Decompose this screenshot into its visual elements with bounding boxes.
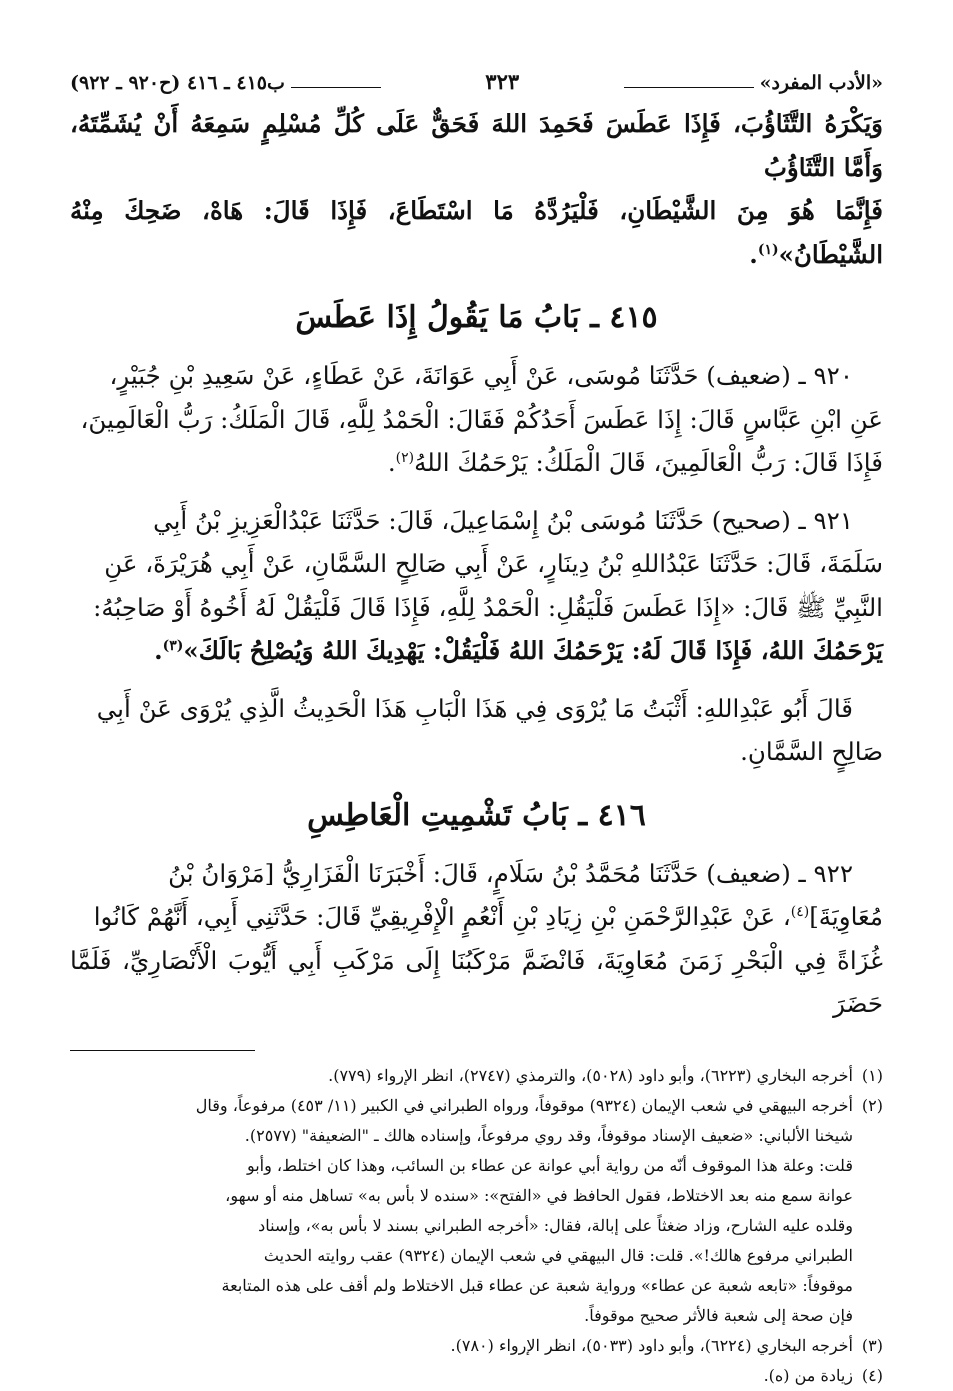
footnote-line: الطبراني مرفوع هالك!». قلت: قال البيهقي في شعب الإيمان (٩٣٢٤) عقب روايته الحديث [263, 1245, 853, 1265]
page-number: ٣٢٣ [485, 69, 520, 94]
footnote-body [70, 1331, 853, 1361]
footnote-ref-2[interactable]: (٢) [395, 449, 415, 466]
hadith-921-line-1: ٩٢١ ـ (صحيح) حَدَّثَنَا مُوسَى بْنُ إِسْمَاعِيلَ، قَالَ: حَدَّثَنَا عَبْدُالْعَزِيزِ بْنُ أَبِي [153, 505, 853, 535]
footnote-line: أخرجه البخاري (٦٢٢٤)، وأبو داود (٥٠٣٣)، انظر الإرواء (٧٨٠). [450, 1335, 853, 1355]
hadith-921-line-4: يَرْحَمُكَ اللهُ، فَإِذَا قَالَ لَهُ: يَرْحَمُكَ اللهُ فَلْيَقُلْ: يَهْدِيكَ اللهُ وَيُصْلِحُ بَالَكَ»$^{(٣)}$. [154, 636, 883, 665]
header-rule-right [624, 87, 754, 88]
spacer [70, 673, 883, 687]
footnote-number: (١) [861, 1065, 883, 1085]
footnote-line: أخرجه البخاري (٦٢٢٣)، وأبو داود (٥٠٢٨)، والترمذي (٢٧٤٧)، انظر الإرواء (٧٧٩). [328, 1065, 853, 1085]
footnote-line: موقوفاً: «تابعه شعبة عن عطاء» ورواية شعبة عن عطاء قبل الاختلاط ولم أقف على هذه المتابعة [221, 1275, 853, 1295]
footnote-body [70, 1091, 853, 1331]
hadith-922-line-2 [70, 895, 883, 939]
header-book-title: «الأدب المفرد» [759, 72, 883, 94]
footnote-line: زيادة من (ه). [763, 1365, 853, 1385]
hadith-922 [70, 852, 883, 1026]
intro-paragraph [70, 102, 883, 276]
footnote-ref-3[interactable]: (٣) [162, 637, 184, 654]
footnote-line: وقلده عليه الشارح، وزاد ضغثاً على إبالة، فقال: «أخرجه الطبراني بسند لا بأس به»، وإسناد [258, 1215, 853, 1235]
hadith-921-line-3: النَّبِيِّ ﷺ قَالَ: «إِذَا عَطَسَ فَلْيَقُلِ: الْحَمْدُ لِلَّهِ، فَإِذَا قَالَ فَلْيَقُلْ لَهُ أَخُوهُ أَوْ صَاحِبُهُ: [93, 592, 883, 622]
main-text [70, 102, 883, 1026]
chapter-415-title: ٤١٥ ـ بَابُ مَا يَقُولُ إِذَا عَطَسَ [295, 300, 658, 335]
hadith-922-line-2b: ، عَنْ عَبْدِالرَّحْمَنِ بْنِ زِيَادِ بْنِ أَنْعُمٍ الْإِفْرِيقِيِّ قَالَ: حَدَّثَنِي أَبِي، أَنَّهُمْ كَانُوا [93, 902, 791, 931]
footnote-ref-4[interactable]: (٤) [790, 903, 810, 920]
header-range-group [70, 72, 387, 94]
hadith-920-line-1: ٩٢٠ ـ (ضعيف) حَدَّثَنَا مُوسَى، عَنْ أَبِي عَوَانَةَ، عَنْ عَطَاءٍ، عَنْ سَعِيدِ بْنِ جُبَيْرٍ، [109, 361, 853, 390]
running-header [70, 60, 883, 94]
intro-line-2-text: فَإِنَّمَا هُوَ مِنَ الشَّيْطَانِ، فَلْيَرُدَّهُ مَا اسْتَطَاعَ، فَإِذَا قَالَ: هَاهْ، ضَحِكَ مِنْهُ الشَّيْطَانُ» [70, 196, 883, 269]
footnote-number: (٣) [861, 1335, 883, 1355]
hadith-922-line-2a: مُعَاوِيَةَ] [809, 902, 883, 931]
hadith-920-line-3-text: فَإِذَا قَالَ: رَبُّ الْعَالَمِينَ، قَالَ الْمَلَكُ: يَرْحَمُكَ اللهُ [414, 448, 883, 477]
hadith-921-line-4-text: يَرْحَمُكَ اللهُ، فَإِذَا قَالَ لَهُ: يَرْحَمُكَ اللهُ فَلْيَقُلْ: يَهْدِيكَ اللهُ وَيُصْلِحُ بَالَكَ» [183, 636, 883, 665]
footnote-1 [70, 1061, 883, 1091]
footnote-line: شيخنا الألباني: «ضعيف الإسناد موقوفاً، وقد روي مرفوعاً، وإسناده هالك ـ "الضعيفة" (٢٥٧٧). [244, 1125, 853, 1145]
header-chapter-range: ب٤١٥ ـ ٤١٦ (ح٩٢٠ ـ ٩٢٢) [70, 72, 285, 94]
footnote-line: فإن صحة إلى شعبة فالأثر صحيح موقوفاً. [584, 1305, 853, 1325]
footnote-line: أخرجه البيهقي في شعب الإيمان (٩٣٢٤) موقوفاً، ورواه الطبراني في الكبير (١١/ ٤٥٣) مرفوعاً، وقال [195, 1095, 853, 1115]
hadith-921-line-2: سَلَمَةَ، قَالَ: حَدَّثَنَا عَبْدُاللهِ بْنُ دِينَارٍ، عَنْ أَبِي صَالِحٍ السَّمَّانِ، عَنْ أَبِي هُرَيْرَةَ، عَنِ [104, 549, 883, 578]
hadith-920-line-2: عَنِ ابْنِ عَبَّاسٍ قَالَ: إِذَا عَطَسَ أَحَدُكُمْ فَقَالَ: الْحَمْدُ لِلَّهِ، قَالَ الْمَلَكُ: رَبُّ الْعَالَمِينَ، [80, 404, 883, 434]
footnote-separator [70, 1050, 255, 1051]
intro-line-2: فَإِنَّمَا هُوَ مِنَ الشَّيْطَانِ، فَلْيَرُدَّهُ مَا اسْتَطَاعَ، فَإِذَا قَالَ: هَاهْ، ضَحِكَ مِنْهُ الشَّيْطَانُ»$^{(١)}$. [70, 196, 883, 269]
footnote-body [70, 1361, 853, 1391]
chapter-416-title: ٤١٦ ـ بَابُ تَشْمِيتِ الْعَاطِسِ [307, 797, 646, 833]
header-book-group [618, 72, 883, 94]
hadith-921 [70, 499, 883, 673]
hadith-920 [70, 354, 883, 485]
hadith-922-line-3: غُزَاةً فِي الْبَحْرِ زَمَنَ مُعَاوِيَةَ، فَانْضَمَّ مَرْكَبُنَا إِلَى مَرْكَبِ أَبِي أَيُّوبَ الْأَنْصَارِيِّ، فَلَمَّا حَضَرَ [70, 945, 883, 1018]
footnote-line: قلت: وعلة هذا الموقوف أنّه من رواية أبي عوانة عن عطاء بن السائب، وهذا كان اختلط، وأبو [246, 1155, 853, 1175]
footnote-2 [70, 1091, 883, 1331]
header-rule-left [291, 87, 381, 88]
footnote-ref-1[interactable]: (١) [757, 241, 779, 258]
footnotes [70, 1061, 883, 1391]
hadith-922-line-1: ٩٢٢ ـ (ضعيف) حَدَّثَنَا مُحَمَّدُ بْنُ سَلَامٍ، قَالَ: أَخْبَرَنَا الْفَزَارِيُّ [مَرْوَانُ بْنُ [168, 858, 853, 888]
footnote-body [70, 1061, 853, 1091]
hadith-920-line-3: فَإِذَا قَالَ: رَبُّ الْعَالَمِينَ، قَالَ الْمَلَكُ: يَرْحَمُكَ اللهُ$^{(٢)}$. [387, 448, 883, 477]
author-comment [70, 687, 883, 774]
footnote-3 [70, 1331, 883, 1361]
footnote-number: (٤) [861, 1365, 883, 1385]
footnote-line: عوانة سمع منه بعد الاختلاط، فقول الحافظ في «الفتح»: «سنده لا بأس به» تساهل منه أو سهو، [225, 1185, 853, 1205]
footnote-number: (٢) [861, 1095, 883, 1115]
footnote-4 [70, 1361, 883, 1391]
comment-line-1: قَالَ أَبُو عَبْدِاللهِ: أَثْبَتُ مَا يُرْوَى فِي هَذَا الْبَابِ هَذَا الْحَدِيثُ الَّذِي يُرْوَى عَنْ أَبِي [96, 693, 853, 723]
intro-line-1: وَيَكْرَهُ التَّثَاؤُبَ، فَإِذَا عَطَسَ فَحَمِدَ اللهَ فَحَقٌّ عَلَى كُلِّ مُسْلِمٍ سَمِعَهُ أَنْ يُشَمِّتَهُ، وَأَمَّا التَّثَاؤُبُ [70, 109, 883, 182]
comment-line-2: صَالِحٍ السَّمَّانِ. [740, 737, 883, 766]
spacer [70, 485, 883, 499]
